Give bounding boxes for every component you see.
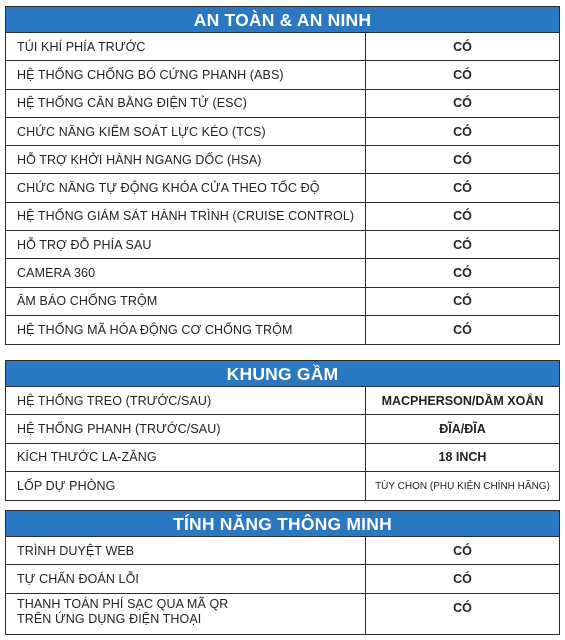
table-row [6,472,559,500]
feature-label: HỆ THỐNG CÂN BẰNG ĐIỆN TỬ (ESC) [6,90,366,117]
feature-label: HỖ TRỢ KHỞI HÀNH NGANG DỐC (HSA) [6,146,366,173]
table-row [6,387,559,415]
feature-label: HỆ THỐNG GIÁM SÁT HÀNH TRÌNH (CRUISE CONTROL) [6,203,366,230]
table-row [6,33,559,61]
feature-label: CHỨC NĂNG TỰ ĐỘNG KHÓA CỬA THEO TỐC ĐỘ [6,174,366,201]
feature-label: HỆ THỐNG TREO (TRƯỚC/SAU) [6,387,366,414]
feature-value: CÓ [453,209,472,224]
table-row [6,146,559,174]
feature-value: 18 INCH [438,450,487,465]
feature-label: TRÌNH DUYỆT WEB [6,537,366,564]
feature-value: CÓ [453,181,472,196]
table-row [6,174,559,202]
feature-value: CÓ [453,152,472,167]
feature-label: TỰ CHẨN ĐOÁN LỖI [6,565,366,592]
feature-label-line: THANH TOÁN PHÍ SẠC QUA MÃ QR [17,596,229,611]
feature-value: MACPHERSON/DẦM XOẮN [381,393,544,408]
feature-value: CÓ [453,39,472,54]
table-row [6,259,559,287]
feature-value: CÓ [453,543,472,558]
table-row [6,594,559,634]
table-row [6,61,559,89]
feature-label-line: TRÊN ỨNG DỤNG ĐIỆN THOẠI [17,611,202,626]
table-row [6,537,559,565]
feature-label: LỐP DỰ PHÒNG [6,472,366,500]
feature-value: CÓ [453,600,472,615]
table-row [6,444,559,472]
feature-label: HỆ THỐNG MÃ HÓA ĐỘNG CƠ CHỐNG TRỘM [6,316,366,344]
table-row [6,565,559,593]
feature-label: ÂM BÁO CHỐNG TRỘM [6,288,366,315]
section-smart-features [5,510,560,635]
feature-value: CÓ [453,294,472,309]
feature-label [6,594,366,634]
feature-label: CAMERA 360 [6,259,366,286]
feature-value: CÓ [453,266,472,281]
feature-value: CÓ [453,96,472,111]
feature-value: CÓ [453,237,472,252]
feature-value: TÙY CHỌN (PHỤ KIỆN CHÍNH HÃNG) [375,480,550,492]
table-row [6,415,559,443]
section-title: KHUNG GẦM [6,361,559,387]
feature-label: CHỨC NĂNG KIỂM SOÁT LỰC KÉO (TCS) [6,118,366,145]
feature-label: KÍCH THƯỚC LA-ZĂNG [6,444,366,471]
section-chassis [5,360,560,501]
section-title: TÍNH NĂNG THÔNG MINH [6,511,559,537]
table-row [6,90,559,118]
table-row [6,118,559,146]
table-row [6,316,559,344]
feature-label: HỆ THỐNG PHANH (TRƯỚC/SAU) [6,415,366,442]
table-row [6,203,559,231]
feature-label: HỆ THỐNG CHỐNG BÓ CỨNG PHANH (ABS) [6,61,366,88]
feature-value: CÓ [453,67,472,82]
section-title: AN TOÀN & AN NINH [6,7,559,33]
feature-label: TÚI KHÍ PHÍA TRƯỚC [6,33,366,60]
feature-value: CÓ [453,323,472,338]
table-row [6,231,559,259]
feature-value: CÓ [453,124,472,139]
table-row [6,288,559,316]
feature-label: HỖ TRỢ ĐỖ PHÍA SAU [6,231,366,258]
feature-value: ĐĨA/ĐĨA [439,421,486,436]
section-safety-security [5,6,560,345]
feature-value: CÓ [453,571,472,586]
